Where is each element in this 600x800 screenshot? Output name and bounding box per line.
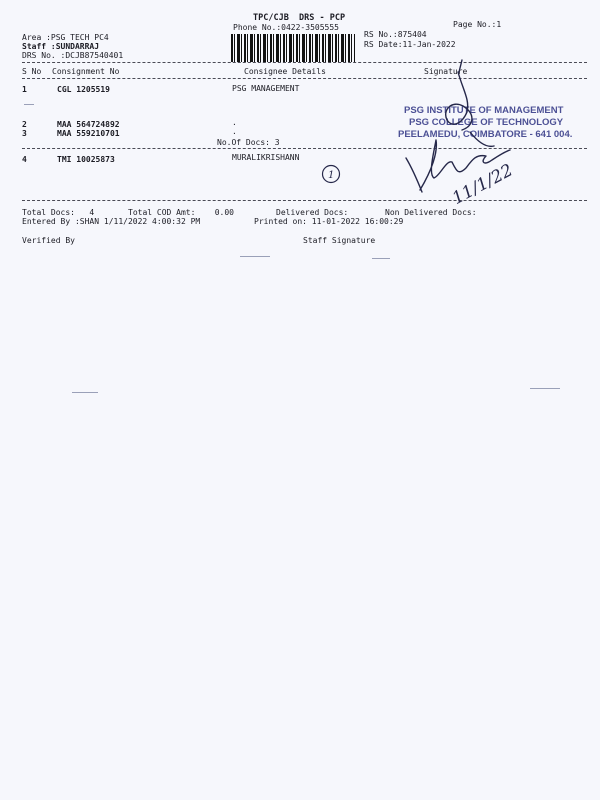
staff-label: Staff :SUNDARRAJ <box>22 42 100 51</box>
scan-mark <box>72 392 98 393</box>
stamp-line-1: PSG INSTITUTE OF MANAGEMENT <box>404 105 564 116</box>
printed-on: Printed on: 11-01-2022 16:00:29 <box>254 217 404 226</box>
rs-number: RS No.:875404 <box>364 30 427 39</box>
row-3-sno: 3 <box>22 129 27 138</box>
stamp-line-3: PEELAMEDU, COIMBATORE - 641 004. <box>398 129 573 140</box>
handwritten-date: 11/1/22 <box>449 160 517 209</box>
row-1-sno: 1 <box>22 85 27 94</box>
column-header-sno: S No <box>22 67 42 76</box>
area-label: Area :PSG TECH PC4 <box>22 33 109 42</box>
signature-tail-stroke <box>470 132 494 146</box>
stamp-line-2: PSG COLLEGE OF TECHNOLOGY <box>409 117 564 128</box>
column-header-signature: Signature <box>424 67 468 76</box>
delivered-docs: Delivered Docs: <box>276 208 349 217</box>
column-header-consignment: Consignment No <box>52 67 120 76</box>
verified-by: Verified By <box>22 236 75 245</box>
row-1-consignment: CGL 1205519 <box>57 85 110 94</box>
row-4-sno: 4 <box>22 155 27 164</box>
row-2-consignee: . <box>232 118 237 127</box>
drs-number: DRS No. :DCJB87540401 <box>22 51 124 60</box>
phone-number: Phone No.:0422-3505555 <box>233 23 339 32</box>
row-2-consignment: MAA 564724892 <box>57 120 120 129</box>
number-of-docs: No.Of Docs: 3 <box>217 138 280 147</box>
staff-signature-label: Staff Signature <box>303 236 376 245</box>
entered-by: Entered By :SHAN 1/11/2022 4:00:32 PM <box>22 217 201 226</box>
total-docs: Total Docs: 4 <box>22 208 95 217</box>
sheet-title: TPC/CJB DRS - PCP <box>253 13 346 23</box>
rs-date: RS Date:11-Jan-2022 <box>364 40 456 49</box>
signature-tick-stroke <box>459 60 462 72</box>
page-number: Page No.:1 <box>453 20 502 29</box>
row-4-consignment: TMI 10025873 <box>57 155 115 164</box>
non-delivered-docs: Non Delivered Docs: <box>385 208 477 217</box>
circled-number: 1 <box>328 170 335 181</box>
signature-lead-stroke <box>406 158 422 192</box>
row-2-sno: 2 <box>22 120 27 129</box>
row-4-consignee: MURALIKRISHANN <box>232 153 300 162</box>
scan-mark <box>530 388 560 389</box>
total-cod-amount: Total COD Amt: 0.00 <box>128 208 234 217</box>
row-3-consignee: . <box>232 127 237 136</box>
scan-mark <box>24 104 34 105</box>
scan-mark <box>372 258 390 259</box>
row-3-consignment: MAA 559210701 <box>57 129 120 138</box>
signature-loop-stroke <box>446 72 472 130</box>
row-1-consignee: PSG MANAGEMENT <box>232 84 300 93</box>
scan-mark <box>240 256 270 257</box>
column-header-consignee: Consignee Details <box>244 67 326 76</box>
